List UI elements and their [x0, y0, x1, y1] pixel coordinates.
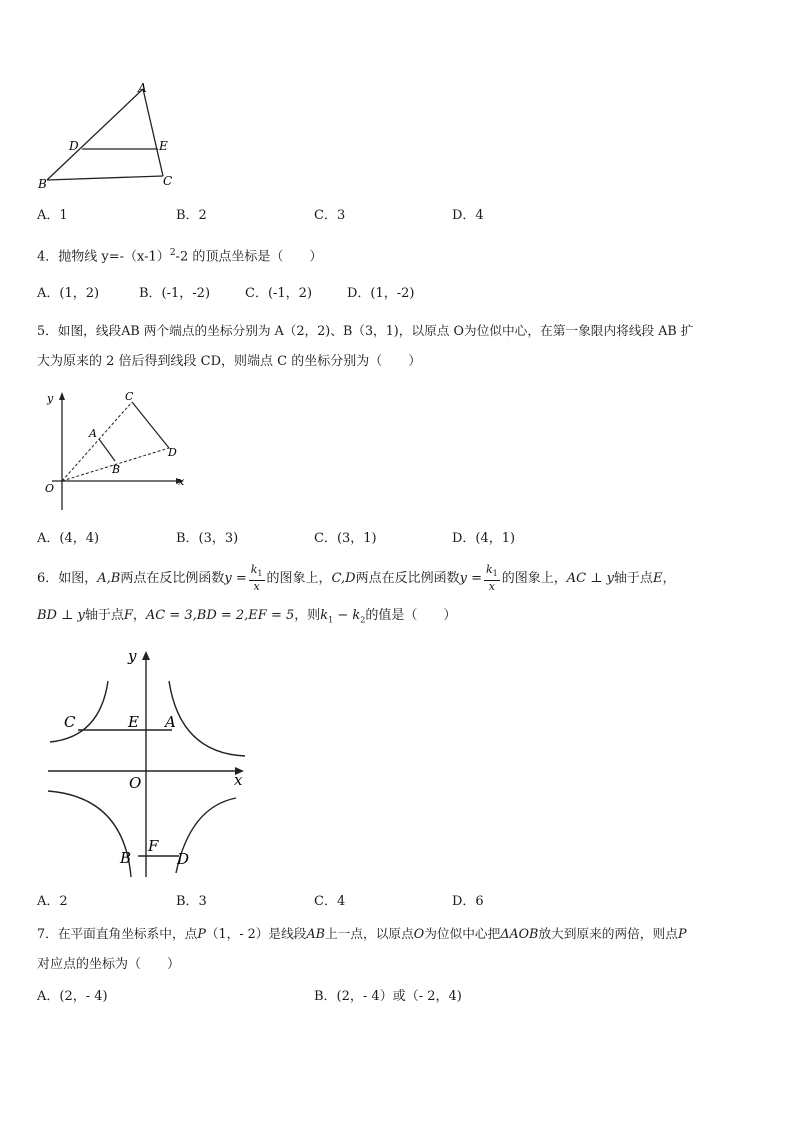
q6-text-1: 6．如图， [37, 571, 98, 587]
q4-option-a[interactable]: A．(1，2) [37, 286, 100, 301]
q4-option-b[interactable]: B．(-1，-2) [139, 286, 211, 301]
q6-eq2-sub: 1 [492, 569, 498, 579]
q4-option-d[interactable]: D．(1，-2) [347, 286, 415, 301]
q7-text-1: 7．在平面直角坐标系中，点 [37, 926, 198, 941]
label-b: B [38, 177, 47, 191]
q6-question-line1 [37, 564, 675, 593]
q6-eq1-lhs: y = [224, 571, 247, 587]
q6-option-a[interactable]: A．2 [37, 894, 68, 909]
q6-text-5: 的图象上， [501, 571, 567, 587]
q6-eq2-lhs: y = [459, 571, 482, 587]
q6-text-6: 轴于点 [613, 571, 653, 587]
q6-bd-perp: BD ⊥ y [37, 608, 85, 623]
q6-text-2: 两点在反比例函数 [120, 571, 225, 587]
q6-text-10: ，则 [294, 608, 321, 623]
q6-label-a: A [165, 713, 176, 731]
q6-text-11: 的值是（ ） [365, 608, 457, 623]
q4-option-c[interactable]: C．(-1，2) [245, 286, 313, 301]
q5-option-c[interactable]: C．(3，1) [314, 531, 377, 546]
q6-eq2-fraction [484, 564, 500, 593]
q6-text-3: 的图象上， [266, 571, 332, 587]
q5-option-b[interactable]: B．(3，3) [176, 531, 239, 546]
q7-text-5: 放大到原来的两倍，则点 [538, 926, 678, 941]
q6-text-8: 轴于点 [84, 608, 124, 623]
q4-prefix: 4．抛物线 y=-（x-1） [37, 249, 170, 265]
q7-option-b[interactable]: B．(2，- 4）或（- 2，4) [314, 989, 462, 1004]
label-d: D [69, 139, 79, 153]
q6-label-d: D [177, 850, 190, 868]
q6-eq2-den: x [488, 580, 495, 594]
q6-eq1-num: k [250, 563, 258, 576]
q6-text-9: ， [132, 608, 146, 623]
label-c: C [163, 174, 173, 188]
q3-option-c[interactable]: C．3 [314, 208, 346, 223]
q6-label-y: y [128, 647, 137, 665]
q6-label-b: B [120, 849, 132, 867]
q5-label-o: O [45, 482, 55, 495]
q6-e: E [652, 571, 663, 587]
q7-question-line2: 对应点的坐标为（ ） [37, 957, 181, 972]
q6-ac-perp: AC ⊥ y [566, 571, 614, 587]
q4-question [37, 244, 322, 266]
q3-option-a[interactable]: A．1 [37, 208, 68, 223]
q7-triangle: ΔAOB [500, 926, 539, 941]
q6-k2-sub: 2 [360, 615, 366, 625]
label-e: E [159, 139, 168, 153]
q6-eq2-num: k [485, 563, 493, 576]
q7-text-4: 为位似中心把 [424, 926, 501, 941]
q6-eq1-fraction [249, 564, 265, 593]
q6-f: F [123, 608, 133, 623]
q7-option-a[interactable]: A．(2，- 4) [37, 989, 108, 1004]
q6-lengths: AC = 3,BD = 2,EF = 5 [145, 608, 295, 623]
q6-label-f: F [148, 837, 159, 855]
q6-figure [40, 645, 255, 881]
q6-label-o: O [129, 774, 142, 792]
q6-option-c[interactable]: C．4 [314, 894, 346, 909]
q6-eq1-sub: 1 [257, 569, 263, 579]
q7-p2: P [677, 926, 687, 941]
q5-label-x: x [178, 475, 185, 488]
q6-k2: − k [333, 608, 361, 623]
q6-ab: A,B [97, 571, 121, 587]
q6-option-d[interactable]: D．6 [452, 894, 484, 909]
q6-cd: C,D [331, 571, 356, 587]
q5-label-b: B [112, 463, 121, 476]
q5-figure [30, 388, 200, 513]
q5-label-y: y [47, 392, 54, 405]
q7-text-2: （1，- 2）是线段 [205, 926, 307, 941]
q5-label-a: A [89, 427, 97, 440]
q6-label-x: x [234, 771, 243, 789]
q6-label-e: E [128, 713, 139, 731]
q6-k1-sub: 1 [328, 615, 334, 625]
q5-question-line1: 5．如图，线段AB 两个端点的坐标分别为 A（2，2)、B（3，1)，以原点 O为位似中心，在第一象限内将线段 AB 扩 [37, 323, 694, 338]
triangle-figure [30, 78, 190, 193]
q7-question-line1 [37, 925, 686, 943]
q6-eq1-den: x [253, 580, 260, 594]
q7-text-3: 上一点，以原点 [324, 926, 414, 941]
q3-option-d[interactable]: D．4 [452, 208, 484, 223]
q3-option-b[interactable]: B．2 [176, 208, 207, 223]
q7-p: P [197, 926, 206, 941]
q7-ab: AB [306, 926, 325, 941]
q6-option-b[interactable]: B．3 [176, 894, 207, 909]
q6-question-line2 [37, 607, 456, 630]
q5-label-c: C [125, 390, 134, 403]
q5-label-d: D [168, 446, 177, 459]
label-a: A [138, 81, 147, 95]
q4-suffix: -2 的顶点坐标是（ ） [175, 249, 323, 265]
q5-option-a[interactable]: A．(4，4) [37, 531, 100, 546]
q7-o: O [413, 926, 425, 941]
q4-sup: 2 [169, 248, 176, 258]
q6-k1: k [320, 608, 329, 623]
q5-option-d[interactable]: D．(4，1) [452, 531, 516, 546]
q6-text-7: ， [662, 571, 676, 587]
q5-question-line2: 大为原来的 2 倍后得到线段 CD，则端点 C 的坐标分别为（ ） [37, 354, 422, 369]
q6-text-4: 两点在反比例函数 [355, 571, 460, 587]
q6-label-c: C [64, 713, 76, 731]
